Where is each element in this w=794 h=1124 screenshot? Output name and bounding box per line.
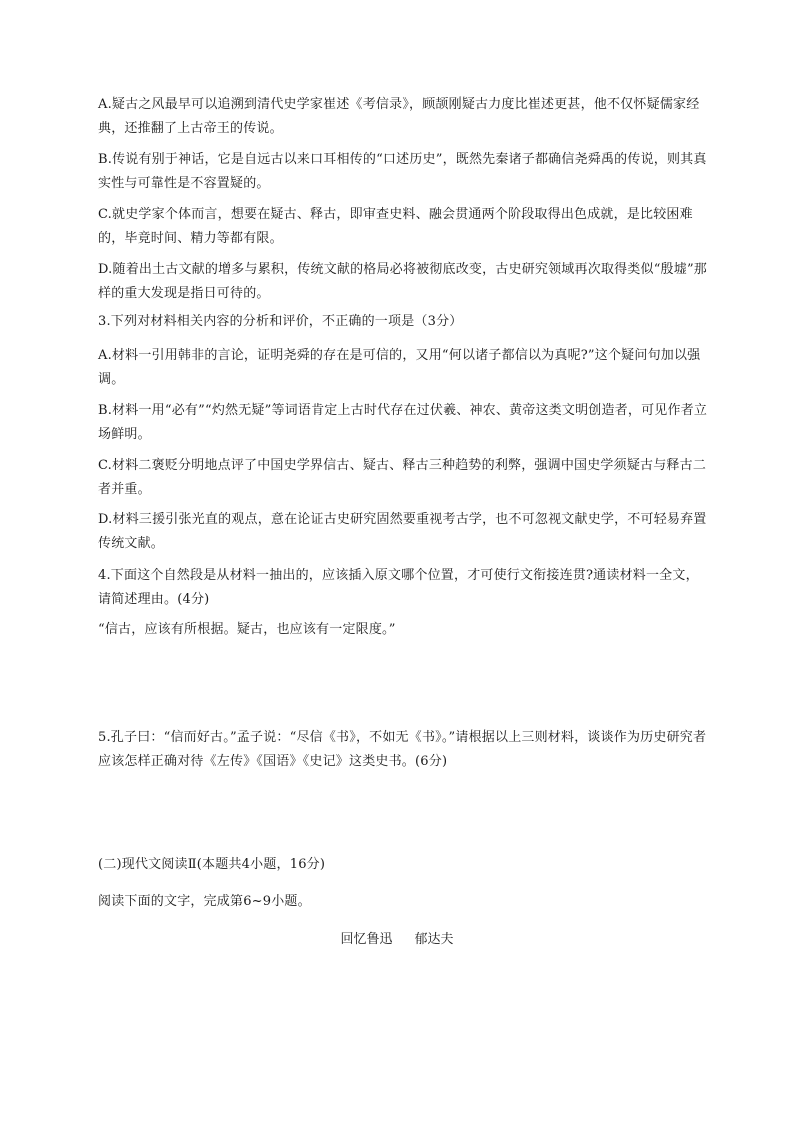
option-3a: A.材料一引用韩非的言论，证明尧舜的存在是可信的，又用“何以诸子都信以为真呢?”这个疑问句加以强调。 bbox=[98, 348, 701, 387]
article-title-line bbox=[0, 928, 794, 952]
question-4-stem: 4.下面这个自然段是从材料一抽出的，应该插入原文哪个位置，才可使行文衔接连贯?通读材料一全文，请简述理由。(4分) bbox=[98, 568, 699, 607]
section-heading: (二)现代文阅读Ⅱ(本题共4小题，16分) bbox=[98, 857, 326, 872]
option-2c: C.就史学家个体而言，想要在疑古、释古，即审查史料、融会贯通两个阶段取得出色成就，是比较困难的，毕竟时间、精力等都有限。 bbox=[98, 207, 693, 246]
option-2b: B.传说有别于神话，它是自远古以来口耳相传的“口述历史”，既然先秦诸子都确信尧舜禹的传说，则其真实性与可靠性是不容置疑的。 bbox=[98, 152, 707, 191]
question-3-stem: 3.下列对材料相关内容的分析和评价，不正确的一项是（3分） bbox=[98, 314, 463, 329]
option-3b: B.材料一用“必有”“灼然无疑”等词语肯定上古时代存在过伏羲、神农、黄帝这类文明创造者，可见作者立场鲜明。 bbox=[98, 403, 708, 442]
question-4-quote: “信古，应该有所根据。疑古，也应该有一定限度。” bbox=[98, 622, 396, 637]
option-2d: D.随着出土古文献的增多与累积，传统文献的格局必将被彻底改变，古史研究领域再次取得类似“殷墟”那样的重大发现是指日可待的。 bbox=[98, 262, 707, 301]
option-3c: C.材料二褒贬分明地点评了中国史学界信古、疑古、释古三种趋势的利弊，强调中国史学须疑古与释古二者并重。 bbox=[98, 458, 707, 497]
question-5-stem: 5.孔子曰：“信而好古。”孟子说：“尽信《书》，不如无《书》。”请根据以上三则材料，谈谈作为历史研究者应该怎样正确对待《左传》《国语》《史记》这类史书。(6分) bbox=[98, 730, 707, 769]
section-instruction: 阅读下面的文字，完成第6~9小题。 bbox=[98, 894, 311, 909]
article-title: 回忆鲁迅 bbox=[340, 932, 393, 947]
option-2a: A.疑古之风最早可以追溯到清代史学家崔述《考信录》，顾颉刚疑古力度比崔述更甚，他不仅怀疑儒家经典，还推翻了上古帝王的传说。 bbox=[98, 97, 700, 136]
option-3d: D.材料三援引张光直的观点，意在论证古史研究固然要重视考古学，也不可忽视文献史学，不可轻易弃置传统文献。 bbox=[98, 512, 707, 551]
article-author: 郁达夫 bbox=[414, 932, 454, 947]
